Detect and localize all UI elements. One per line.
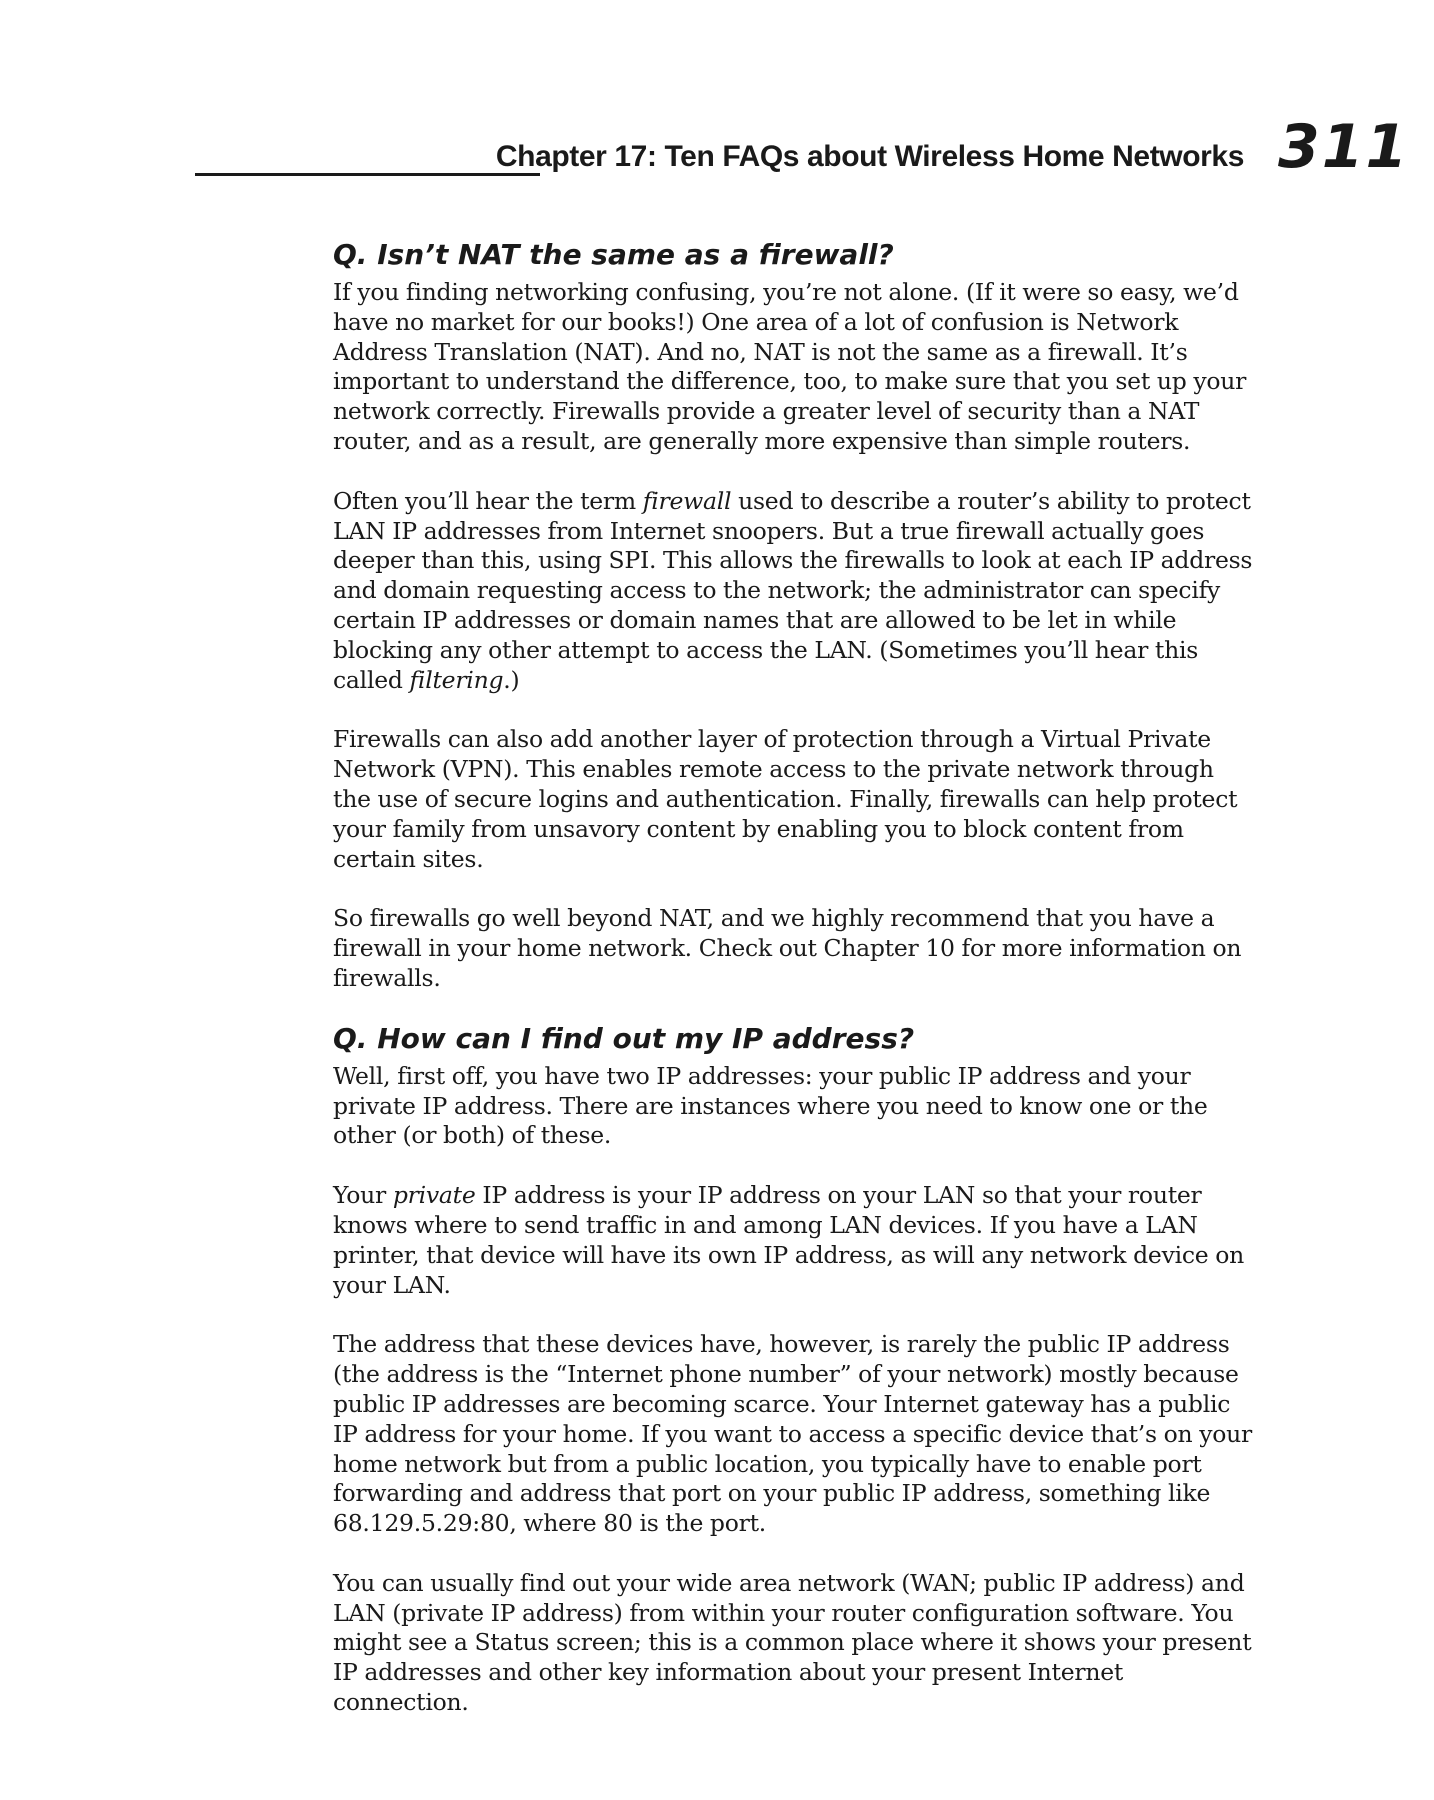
emphasis-term: firewall [642, 486, 732, 515]
text-run: IP address is your IP address on your LAN so that your router knows where to send traffic in and among LAN devices. If you have a LAN printer, that device will have its own IP address, as will any network device on your LAN. [333, 1181, 1245, 1299]
paragraph: You can usually find out your wide area network (WAN; public IP address) and LAN (private IP address) from within your router configuration software. You might see a Status screen; this is a common place where it shows your present IP addresses and other key information about your present Internet connection. [333, 1568, 1252, 1717]
text-run: Your [333, 1181, 393, 1210]
paragraph: So firewalls go well beyond NAT, and we highly recommend that you have a firewall in your home network. Check out Chapter 10 for more information on firewalls. [333, 904, 1242, 992]
text-run: Often you’ll hear the term [333, 486, 643, 515]
section-heading: Q. Isn’t NAT the same as a firewall? [333, 238, 894, 271]
running-head [0, 112, 1434, 188]
paragraph: Firewalls can also add another layer of protection through a Virtual Private Network (VPN). This enables remote access to the private network through the use of secure logins and authentication. Finally, firewalls can help protect your family from unsavory content by enabling you to block content from certain sites. [333, 725, 1238, 873]
page-body [333, 236, 1253, 1744]
paragraph [333, 487, 1253, 696]
faq-section-nat-firewall [333, 236, 1253, 994]
faq-section-ip-address [333, 1020, 1253, 1718]
text-run: .) [503, 665, 520, 694]
section-heading: Q. How can I find out my IP address? [333, 1021, 915, 1055]
emphasis-term: private [392, 1181, 476, 1210]
page-number: 311 [1278, 112, 1410, 182]
paragraph: The address that these devices have, however, is rarely the public IP address (the address is the “Internet phone number” of your network) mostly because public IP addresses are becoming scarce. Your Internet gateway has a public IP address for your home. If you want to access a specific device that’s on your home network but from a public location, you typically have to enable port forwarding and address that port on your public IP address, something like 68.129.5.29:80, where 80 is the port. [333, 1330, 1253, 1538]
header-rule [195, 173, 540, 176]
paragraph: If you finding networking confusing, you’re not alone. (If it were so easy, we’d have no market for our books!) One area of a lot of confusion is Network Address Translation (NAT). And no, NAT is not the same as a firewall. It’s important to understand the difference, too, to make sure that you set up your network correctly. Firewalls provide a greater level of security than a NAT router, and as a result, are generally more expensive than simple routers. [333, 278, 1247, 455]
text-run: used to describe a router’s ability to protect LAN IP addresses from Internet snoopers. But a true firewall actually goes deeper than this, using SPI. This allows the firewalls to look at each IP address and domain requesting access to the network; the administrator can specify certain IP addresses or domain names that are allowed to be let in while blocking any other attempt to access the LAN. (Sometimes you’ll hear this called [333, 486, 1253, 694]
chapter-title: Chapter 17: Ten FAQs about Wireless Home Networks [495, 140, 1244, 173]
emphasis-term: filtering [409, 665, 504, 694]
paragraph: Well, first off, you have two IP addresses: your public IP address and your private IP address. There are instances where you need to know one or the other (or both) of these. [333, 1061, 1208, 1150]
paragraph [333, 1181, 1253, 1300]
